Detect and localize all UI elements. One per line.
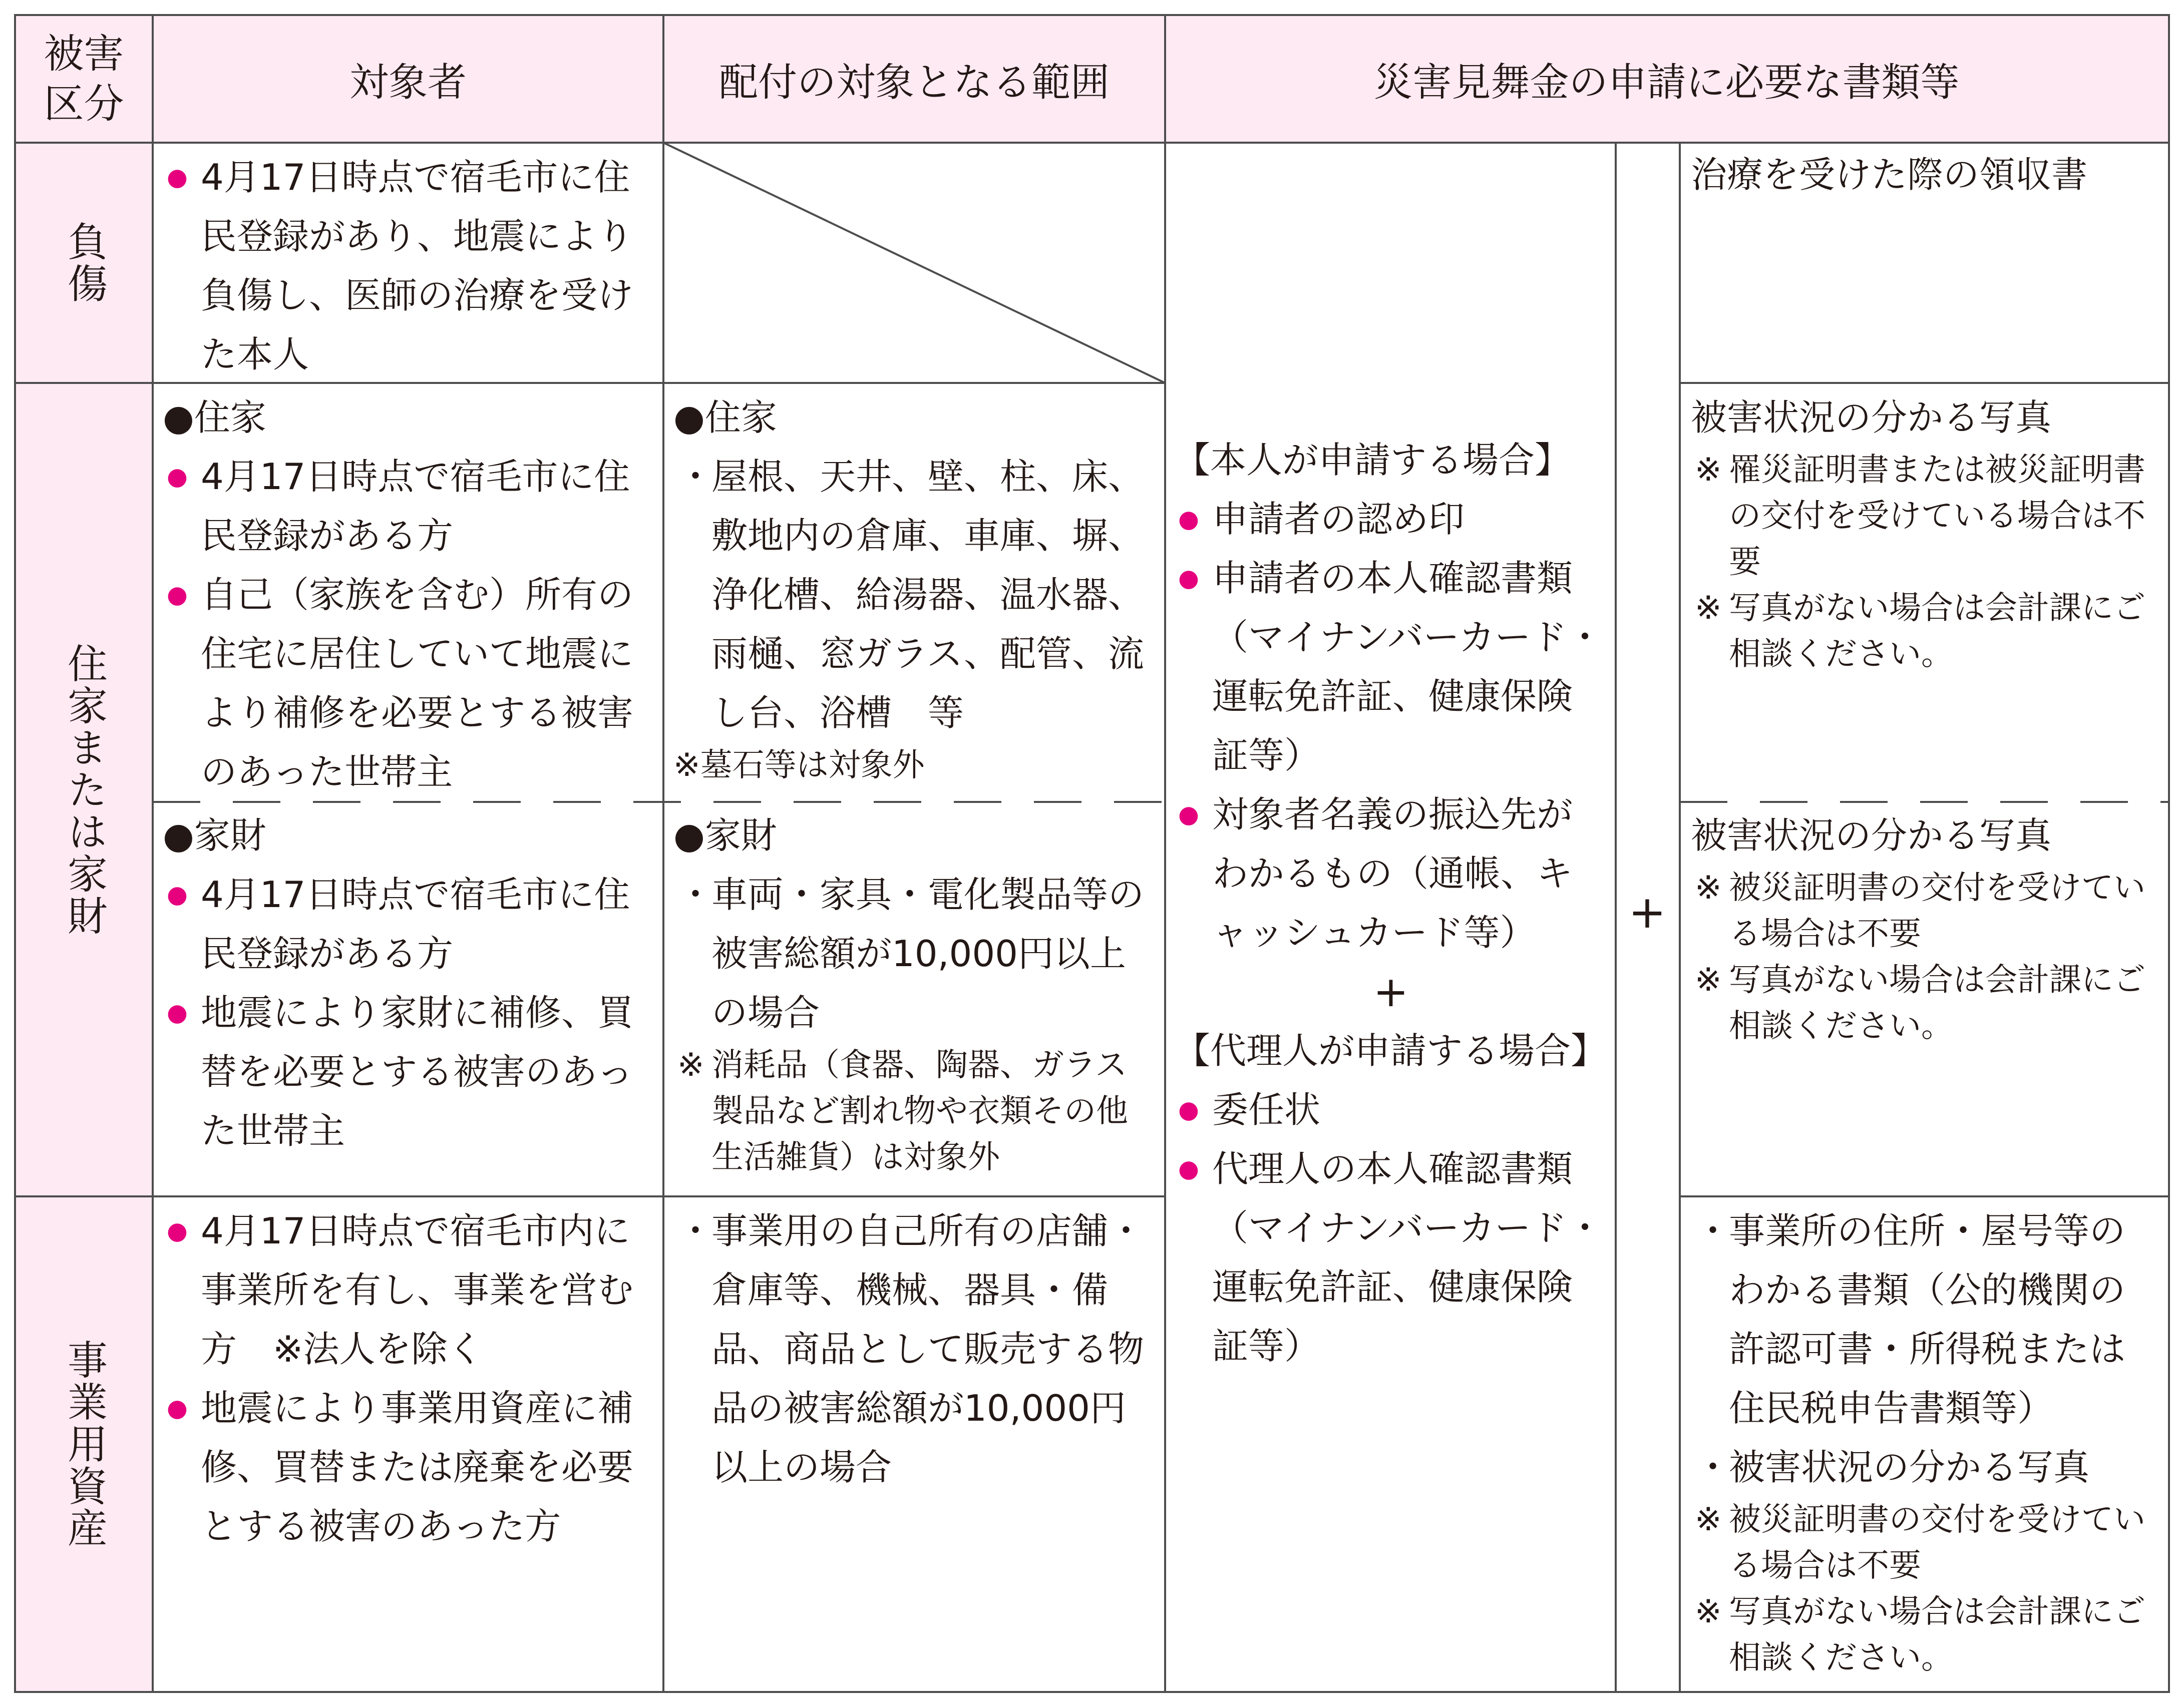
scope-house-heading-text: 住家	[704, 396, 777, 439]
pink-dot-icon: ●	[167, 999, 188, 1027]
pink-dot-icon: ●	[167, 1394, 188, 1422]
scope-business-item-text: 事業用の自己所有の店舗・倉庫等、機械、器具・備品、商品として販売する物品の被害総額が10,000円以上の場合	[711, 1210, 1145, 1488]
extra-docs-goods-note-text: 写真がない場合は会計課にご相談ください。	[1729, 962, 2145, 1045]
extra-docs-business-note-text: 被災証明書の交付を受けている場合は不要	[1729, 1501, 2145, 1584]
pink-dot-icon: ●	[1178, 564, 1199, 592]
extra-docs-goods-note	[1691, 865, 2161, 957]
target-business-item	[163, 1379, 652, 1556]
note-mark-icon: ※	[1695, 1593, 1722, 1630]
extra-docs-injury-text: 治療を受けた際の領収書	[1691, 154, 2088, 196]
row-label-business-text: 事業用資産	[61, 1339, 108, 1549]
target-house-heading	[163, 388, 652, 447]
scope-goods-note-text: 消耗品（食器、陶器、ガラス製品など割れ物や衣類その他生活雑貨）は対象外	[711, 1047, 1128, 1176]
target-injury-text: 4月17日時点で宿毛市に住民登録があり、地震により負傷し、医師の治療を受けた本人	[201, 156, 634, 375]
header-category-text: 被害区分	[44, 30, 124, 127]
scope-goods-item-text: 車両・家具・電化製品等の被害総額が10,000円以上の場合	[711, 874, 1145, 1034]
target-house-item	[163, 565, 652, 801]
row-label-house	[15, 383, 153, 1196]
extra-docs-business-item-text: 事業所の住所・屋号等のわかる書類（公的機関の許認可書・所得税または住民税申告書類等）	[1729, 1210, 2126, 1429]
bullet-icon: ・	[677, 456, 714, 498]
scope-house	[663, 388, 1165, 788]
extra-docs-business	[1680, 1201, 2168, 1681]
extra-docs-goods-note	[1691, 957, 2161, 1049]
target-goods-heading-text: 家財	[194, 814, 266, 857]
target-house-item-text: 自己（家族を含む）所有の住宅に居住していて地震により補修を必要とする被害のあった世帯主	[201, 574, 634, 793]
self-doc-text: 対象者名義の振込先がわかるもの（通帳、キャッシュカード等）	[1212, 793, 1573, 954]
target-goods-heading	[163, 806, 652, 865]
extra-docs-house-title: 被害状況の分かる写真	[1691, 396, 2052, 439]
extra-docs-business-item	[1691, 1201, 2161, 1438]
agent-doc-text: 代理人の本人確認書類（マイナンバーカード・運転免許証、健康保険証等）	[1212, 1148, 1603, 1367]
row-label-injury	[15, 143, 153, 383]
scope-goods-heading-text: 家財	[704, 814, 777, 857]
extra-docs-house	[1680, 388, 2168, 677]
extra-docs-house-note-text: 写真がない場合は会計課にご相談ください。	[1729, 590, 2145, 673]
extra-docs-house-note	[1691, 447, 2161, 585]
pink-dot-icon: ●	[167, 1217, 188, 1245]
target-injury-item	[163, 148, 652, 384]
extra-docs-business-note	[1691, 1497, 2161, 1589]
target-house	[153, 388, 663, 801]
border-bottom	[15, 1691, 2169, 1693]
header-documents: 災害見舞金の申請に必要な書類等	[1165, 15, 2168, 143]
scope-house-note-text: 墓石等は対象外	[700, 747, 925, 784]
target-injury	[153, 148, 663, 384]
agent-doc-item	[1174, 1080, 1608, 1139]
extra-docs-business-note	[1691, 1589, 2161, 1681]
black-dot-icon: ●	[163, 814, 194, 857]
border-house-bottom-left	[15, 1195, 1165, 1197]
extra-docs-house-note-text: 罹災証明書または被災証明書の交付を受けている場合は不要	[1729, 452, 2145, 581]
target-goods-item-text: 4月17日時点で宿毛市に住民登録がある方	[201, 874, 630, 975]
extra-docs-goods-title: 被害状況の分かる写真	[1691, 814, 2052, 857]
self-doc-text: 申請者の認め印	[1212, 498, 1465, 540]
bullet-icon: ・	[677, 1210, 714, 1252]
self-doc-item	[1174, 549, 1608, 785]
border-top	[15, 14, 2169, 16]
note-mark-icon: ※	[1695, 1501, 1722, 1538]
scope-goods	[663, 806, 1165, 1180]
target-business-item-text: 4月17日時点で宿毛市内に事業所を有し、事業を営む方 ※法人を除く	[201, 1210, 634, 1370]
extra-docs-business-note-text: 写真がない場合は会計課にご相談ください。	[1729, 1593, 2145, 1676]
note-mark-icon: ※	[1695, 870, 1722, 907]
note-mark-icon: ※	[1695, 962, 1722, 999]
pink-dot-icon: ●	[167, 581, 188, 609]
target-goods	[153, 806, 663, 1160]
pink-dot-icon: ●	[1178, 800, 1199, 828]
pink-dot-icon: ●	[1178, 1096, 1199, 1124]
border-left	[14, 14, 16, 1693]
target-goods-item	[163, 865, 652, 983]
extra-docs-injury	[1680, 145, 2168, 204]
scope-house-item-text: 屋根、天井、壁、柱、床、敷地内の倉庫、車庫、塀、浄化槽、給湯器、温水器、雨樋、窓ガラス、配管、流し台、浴槽 等	[711, 456, 1145, 734]
pink-dot-icon: ●	[1178, 505, 1199, 533]
pink-dot-icon: ●	[1178, 1155, 1199, 1183]
self-doc-item	[1174, 490, 1608, 549]
extra-docs-goods-note-text: 被災証明書の交付を受けている場合は不要	[1729, 870, 2145, 953]
note-mark-icon: ※	[1695, 452, 1722, 489]
plus-sign: +	[1373, 967, 1409, 1016]
scope-business	[663, 1201, 1165, 1497]
border-right	[2168, 14, 2170, 1693]
target-goods-item-text: 地震により家財に補修、買替を必要とする被害のあった世帯主	[201, 992, 634, 1152]
note-mark-icon: ※	[673, 747, 700, 784]
border-injury-bottom-right	[1680, 382, 2169, 384]
self-doc-item	[1174, 785, 1608, 962]
extra-docs-goods	[1680, 806, 2168, 1049]
common-docs	[1165, 431, 1615, 1376]
scope-goods-item	[673, 865, 1156, 1042]
bullet-icon: ・	[1695, 1210, 1731, 1252]
scope-house-item	[673, 447, 1156, 742]
extra-docs-house-note	[1691, 585, 2161, 677]
pink-dot-icon: ●	[167, 163, 188, 191]
dashed-divider-right	[1680, 801, 2169, 803]
border-house-bottom-right	[1680, 1195, 2169, 1197]
pink-dot-icon: ●	[167, 881, 188, 909]
agent-heading: 【代理人が申請する場合】	[1174, 1030, 1607, 1072]
target-house-item	[163, 447, 652, 565]
black-dot-icon: ●	[163, 396, 194, 439]
row-label-injury-text: 負傷	[61, 221, 108, 305]
bullet-icon: ・	[677, 874, 714, 916]
agent-doc-item	[1174, 1139, 1608, 1376]
note-mark-icon: ※	[1695, 590, 1722, 627]
agent-doc-text: 委任状	[1212, 1089, 1321, 1131]
border-col4	[1615, 142, 1617, 1693]
extra-docs-business-item	[1691, 1438, 2161, 1497]
row-label-business	[15, 1196, 153, 1692]
header-category	[15, 15, 153, 143]
target-house-item-text: 4月17日時点で宿毛市に住民登録がある方	[201, 456, 630, 557]
scope-house-note	[673, 742, 1156, 788]
scope-business-item	[673, 1201, 1156, 1497]
black-dot-icon: ●	[673, 814, 705, 857]
target-business-item	[163, 1201, 652, 1379]
self-heading: 【本人が申請する場合】	[1174, 439, 1571, 481]
note-mark-icon: ※	[677, 1047, 704, 1084]
scope-goods-note	[673, 1042, 1156, 1180]
header-scope: 配付の対象となる範囲	[663, 15, 1165, 143]
empty-cell-diagonal	[663, 143, 1165, 383]
bullet-icon: ・	[1695, 1446, 1731, 1488]
target-goods-item	[163, 983, 652, 1160]
row-label-house-text: 住家または家財	[61, 642, 108, 937]
target-business-item-text: 地震により事業用資産に補修、買替または廃棄を必要とする被害のあった方	[201, 1387, 634, 1547]
scope-house-heading	[673, 388, 1156, 447]
self-doc-text: 申請者の本人確認書類（マイナンバーカード・運転免許証、健康保険証等）	[1212, 557, 1603, 776]
extra-docs-business-item-text: 被害状況の分かる写真	[1729, 1446, 2090, 1488]
target-business	[153, 1201, 663, 1556]
header-target: 対象者	[153, 15, 663, 143]
black-dot-icon: ●	[673, 396, 705, 439]
pink-dot-icon: ●	[167, 463, 188, 491]
plus-sign-large: +	[1628, 886, 1666, 939]
scope-goods-heading	[673, 806, 1156, 865]
target-house-heading-text: 住家	[194, 396, 266, 439]
